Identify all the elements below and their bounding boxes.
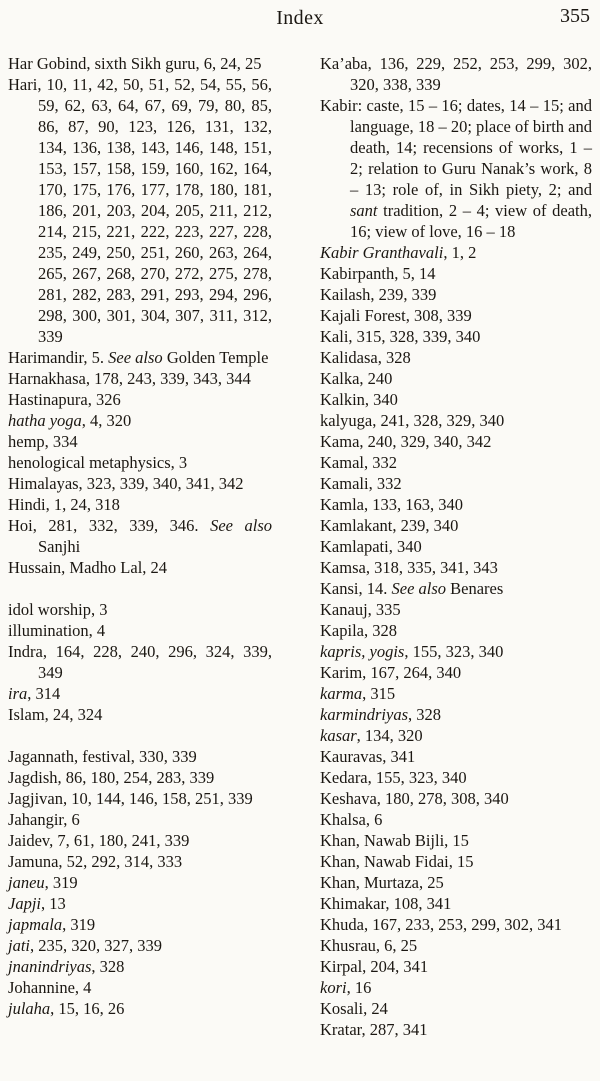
index-entry <box>320 872 592 893</box>
index-entry-text: Kirpal, 204, 341 <box>320 957 429 976</box>
index-entry <box>8 998 272 1019</box>
index-entry-text: , 319 <box>44 873 78 892</box>
index-entry <box>8 683 272 704</box>
index-entry-text: Jamuna, 52, 292, 314, 333 <box>8 852 183 871</box>
index-entry <box>8 914 272 935</box>
index-entry <box>8 515 272 557</box>
index-entry-text: Khan, Nawab Fidai, 15 <box>320 852 474 871</box>
index-entry-text: Kanauj, 335 <box>320 600 401 619</box>
index-entry <box>8 704 272 725</box>
index-entry-italic-text: kapris, yogis <box>320 642 405 661</box>
index-entry-italic-text: ira <box>8 684 28 703</box>
index-entry-text: Harnakhasa, 178, 243, 339, 343, 344 <box>8 369 251 388</box>
index-entry-text: Khuda, 167, 233, 253, 299, 302, 341 <box>320 915 562 934</box>
index-entry-text: Islam, 24, 324 <box>8 705 103 724</box>
index-entry-text: Keshava, 180, 278, 308, 340 <box>320 789 509 808</box>
index-entry-text: Himalayas, 323, 339, 340, 341, 342 <box>8 474 244 493</box>
index-entry <box>8 53 272 74</box>
index-entry-text: Karim, 167, 264, 340 <box>320 663 462 682</box>
index-entry <box>320 347 592 368</box>
index-entry <box>8 389 272 410</box>
index-entry <box>8 620 272 641</box>
index-column-left <box>8 53 272 1040</box>
index-entry <box>320 431 592 452</box>
index-entry-text: Kailash, 239, 339 <box>320 285 437 304</box>
index-entry-text: , 235, 320, 327, 339 <box>30 936 163 955</box>
index-entry-italic-text: janeu <box>8 873 45 892</box>
index-entry <box>8 935 272 956</box>
index-entry-italic-text: Kabir Granthavali <box>320 243 444 262</box>
index-entry-text: kalyuga, 241, 328, 329, 340 <box>320 411 505 430</box>
index-entry-text: Hari, 10, 11, 42, 50, 51, 52, 54, 55, 56, 59, 62, 63, 64, 67, 69, 79, 80, 85, 86, 87, 90, 123, 126, 131, 132, 134, 136, 138, 143, 146, 148, 151, 153, 157, 158, 159, 160, 162, 164, 170, 175, 176, 177, 178, 180, 181, 186, 201, 203, 204, 205, 211, 212, 214, 215, 221, 222, 223, 227, 228, 235, 249, 250, 251, 260, 263, 264, 265, 267, 268, 270, 272, 275, 278, 281, 282, 283, 291, 293, 294, 296, 298, 300, 301, 304, 307, 311, 312, 339 <box>8 75 272 346</box>
index-entry <box>320 263 592 284</box>
index-entry <box>8 347 272 368</box>
page-title: Index <box>276 7 324 29</box>
index-entry <box>8 473 272 494</box>
index-entry-text: Kalkin, 340 <box>320 390 398 409</box>
index-entry-text: Indra, 164, 228, 240, 296, 324, 339, 349 <box>8 642 272 682</box>
index-entry-text: Hussain, Madho Lal, 24 <box>8 558 168 577</box>
index-entry <box>320 620 592 641</box>
index-entry-italic-text: jati <box>8 936 31 955</box>
index-entry <box>320 242 592 263</box>
index-entry-text: , 328 <box>91 957 125 976</box>
index-entry <box>8 809 272 830</box>
index-entry <box>320 536 592 557</box>
index-entry <box>320 704 592 725</box>
index-entry <box>8 767 272 788</box>
index-entry-italic-text: See also <box>210 516 273 535</box>
index-entry <box>320 830 592 851</box>
index-entry <box>320 914 592 935</box>
index-entry-text: Khusrau, 6, 25 <box>320 936 418 955</box>
index-entry-text: , 15, 16, 26 <box>50 999 125 1018</box>
index-entry <box>320 557 592 578</box>
index-entry <box>320 893 592 914</box>
index-entry <box>320 746 592 767</box>
index-entry <box>320 95 592 242</box>
index-entry-text: Kosali, 24 <box>320 999 388 1018</box>
index-entry-text: Jaidev, 7, 61, 180, 241, 339 <box>8 831 190 850</box>
index-entry <box>8 410 272 431</box>
index-entry <box>320 977 592 998</box>
index-entry <box>320 410 592 431</box>
index-entry-italic-text: See also <box>108 348 163 367</box>
index-entry <box>320 851 592 872</box>
index-entry-italic-text: hatha yoga <box>8 411 82 430</box>
index-entry-text: , 314 <box>27 684 61 703</box>
index-entry-text: henological metaphysics, 3 <box>8 453 188 472</box>
index-entry-text: , 1, 2 <box>443 243 477 262</box>
index-entry-italic-text: See also <box>391 579 447 598</box>
index-entry-text: illumination, 4 <box>8 621 106 640</box>
index-entry-text: Khan, Murtaza, 25 <box>320 873 444 892</box>
index-entry-italic-text: japmala <box>8 915 63 934</box>
index-entry-text: Benares <box>446 579 504 598</box>
index-entry <box>320 767 592 788</box>
index-entry-text: Kedara, 155, 323, 340 <box>320 768 467 787</box>
index-entry-text: Kali, 315, 328, 339, 340 <box>320 327 481 346</box>
index-entry <box>8 851 272 872</box>
index-entry-italic-text: kasar <box>320 726 357 745</box>
index-entry-text: tradition, 2 – 4; view of death, 16; view of love, 16 – 18 <box>350 201 592 241</box>
index-entry <box>8 977 272 998</box>
index-entry-text: Kratar, 287, 341 <box>320 1020 428 1039</box>
index-entry-text: Kama, 240, 329, 340, 342 <box>320 432 492 451</box>
index-entry <box>8 431 272 452</box>
index-entry <box>320 683 592 704</box>
index-entry <box>320 956 592 977</box>
page-number: 355 <box>560 5 590 27</box>
index-entry-text: Hindi, 1, 24, 318 <box>8 495 120 514</box>
index-entry-text: , 328 <box>408 705 441 724</box>
index-entry <box>320 473 592 494</box>
index-entry <box>8 599 272 620</box>
index-entry-italic-text: kori <box>320 978 347 997</box>
index-entry <box>320 935 592 956</box>
index-entry-text: Hoi, 281, 332, 339, 346. <box>8 516 211 535</box>
index-columns <box>8 53 592 1040</box>
index-entry-text: hemp, 334 <box>8 432 78 451</box>
index-entry-text: Khan, Nawab Bijli, 15 <box>320 831 469 850</box>
index-entry-text: , 13 <box>41 894 66 913</box>
index-entry <box>8 641 272 683</box>
index-entry <box>320 53 592 95</box>
index-entry <box>320 284 592 305</box>
index-entry <box>8 494 272 515</box>
index-entry-text: Kabirpanth, 5, 14 <box>320 264 436 283</box>
index-entry <box>320 788 592 809</box>
index-entry <box>8 452 272 473</box>
index-entry-italic-text: julaha <box>8 999 51 1018</box>
index-entry-text: Johannine, 4 <box>8 978 92 997</box>
index-entry <box>320 641 592 662</box>
index-entry <box>8 557 272 578</box>
index-entry <box>320 389 592 410</box>
index-entry-text: Har Gobind, sixth Sikh guru, 6, 24, 25 <box>8 54 262 73</box>
page-header <box>8 6 592 53</box>
index-entry <box>320 368 592 389</box>
index-entry <box>320 1019 592 1040</box>
index-entry-italic-text: karmindriyas <box>320 705 408 724</box>
index-entry-text: Jahangir, 6 <box>8 810 80 829</box>
index-entry <box>320 578 592 599</box>
index-entry <box>320 998 592 1019</box>
index-entry-text: Jagannath, festival, 330, 339 <box>8 747 197 766</box>
index-entry-text: Jagjivan, 10, 144, 146, 158, 251, 339 <box>8 789 253 808</box>
index-entry-text: , 315 <box>362 684 396 703</box>
index-entry-italic-text: Japji <box>8 894 41 913</box>
index-entry-text: Golden Temple <box>162 348 269 367</box>
index-entry-text: , 134, 320 <box>356 726 423 745</box>
index-entry-text: Khimakar, 108, 341 <box>320 894 452 913</box>
index-entry <box>320 305 592 326</box>
index-entry-text: Hastinapura, 326 <box>8 390 121 409</box>
index-entry <box>320 725 592 746</box>
index-entry <box>8 956 272 977</box>
index-entry <box>320 326 592 347</box>
index-entry-text: , 4, 320 <box>81 411 132 430</box>
index-entry <box>8 74 272 347</box>
index-entry-text: Ka’aba, 136, 229, 252, 253, 299, 302, 320, 338, 339 <box>320 54 592 94</box>
index-entry-text: Kamlapati, 340 <box>320 537 422 556</box>
index-entry-text: Kalka, 240 <box>320 369 393 388</box>
index-entry <box>8 746 272 767</box>
index-entry <box>320 515 592 536</box>
index-entry <box>8 830 272 851</box>
index-entry-text: Sanjhi <box>38 537 81 556</box>
index-entry <box>320 809 592 830</box>
index-entry-text: Kamsa, 318, 335, 341, 343 <box>320 558 498 577</box>
index-entry-text: Kabir: caste, 15 – 16; dates, 14 – 15; and language, 18 – 20; place of birth and death, 14; recensions of works, 1 – 2; relation to Guru Nanak’s work, 8 – 13; role of, in Sikh piety, 2; and <box>320 96 592 199</box>
index-entry-text: Kamali, 332 <box>320 474 402 493</box>
index-entry-text: Harimandir, 5. <box>8 348 109 367</box>
index-entry-text: Kauravas, 341 <box>320 747 416 766</box>
index-entry-text: Kajali Forest, 308, 339 <box>320 306 472 325</box>
index-entry-text: , 155, 323, 340 <box>404 642 504 661</box>
index-entry-text: , 16 <box>346 978 372 997</box>
index-entry-text: Khalsa, 6 <box>320 810 383 829</box>
index-entry <box>8 368 272 389</box>
index-entry <box>320 662 592 683</box>
index-entry <box>8 788 272 809</box>
index-entry <box>320 452 592 473</box>
index-entry-italic-text: sant <box>350 201 378 220</box>
index-entry-text: Kalidasa, 328 <box>320 348 411 367</box>
index-entry <box>320 494 592 515</box>
index-entry <box>8 893 272 914</box>
index-entry-text: Kansi, 14. <box>320 579 392 598</box>
index-entry-text: Kapila, 328 <box>320 621 397 640</box>
index-entry-text: Kamla, 133, 163, 340 <box>320 495 463 514</box>
index-entry-text: , 319 <box>62 915 96 934</box>
index-entry <box>320 599 592 620</box>
index-column-right <box>320 53 592 1040</box>
index-entry-text: Jagdish, 86, 180, 254, 283, 339 <box>8 768 215 787</box>
index-entry-italic-text: jnanindriyas <box>8 957 92 976</box>
index-entry-text: idol worship, 3 <box>8 600 108 619</box>
index-entry-italic-text: karma <box>320 684 363 703</box>
index-entry-text: Kamlakant, 239, 340 <box>320 516 459 535</box>
index-entry-text: Kamal, 332 <box>320 453 397 472</box>
index-entry <box>8 872 272 893</box>
